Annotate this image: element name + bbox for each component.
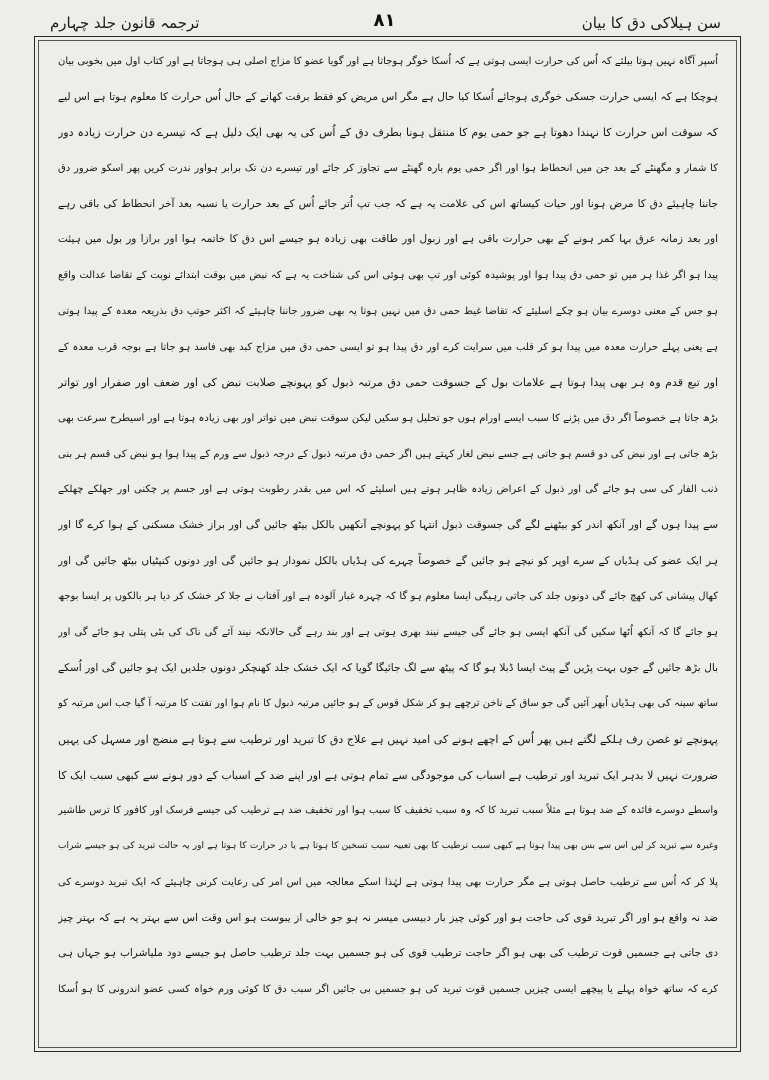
text-line: بال بڑھ جائیں گے جوں بہت پڑیں گے پیٹ ایسا ڈبلا ہو گا کہ پیٹھ سے لگ جائیگا گویا کہ ایک خشک جلد کھنچکر دونوں جلدیں ایک ہو جائیں گی اور اُسکے xyxy=(58,661,718,674)
text-line: کھال پیشانی کی کھچ جائے گی دونوں جلد کی جاتی رہیگی ایسا معلوم ہو گا کہ چہرہ غبار آلودہ ہے اور آفتاب نے جلا کر خشک کر دیا ہر بالکوں پر ایسا بوجھ xyxy=(58,591,718,603)
text-line: پیدا ہو اگر غذا ہر میں تو حمی دق پیدا ہوا اور پوشیدہ کوئی اور تپ بھی ہوئی اس کی شناخت یہ ہے کہ نبض میں بوقت ابتدائے نوبت کے تقاضا عدالت واقع xyxy=(58,270,718,282)
text-line: ہوچکا ہے کہ ایسی حرارت جسکی خوگری ہوجائے اُسکا کیا حال ہے مگر اس مریض کو فقط برفت کھانے کے حال اُس حرارت کا معلوم ہوتا ہے اس لیے xyxy=(58,90,718,103)
text-line: اور بعد زمانہ عرق بہا کمر ہونے کے بھی حرارت باقی ہے اور زبول اور طاقت بھی زیادہ ہو جیسے اس دق کا خاتمہ ہوا اور برازا ور بول میں ہیئت xyxy=(58,233,718,246)
text-line: ہر ایک عضو کی ہڈیاں کے سرے اوپر کو نیچے ہو جائیں گے خصوصاً چہرے کی ہڈیاں بالکل نمودار ہو جائیں گی اور دونوں کنپٹیاں بیٹھ جائیں گی اور xyxy=(58,554,718,567)
text-line: وغیرہ سے تبرید کر لیں اس سے بس بھی پیدا ہوتا ہے کبھی سبب ترطیب کا بھی تعبیہ سبب تسخین کا ہوتا ہے یا در حرارت کا ہوتا ہے اور یہ حالت تبرید کی ہو جیسے شراب xyxy=(58,841,718,852)
page-number: ۸۱ xyxy=(373,10,396,31)
running-head-right: سن ہیلاکی دق کا بیان xyxy=(581,14,721,32)
text-line: ذنب الفار کی سی ہو جائے گی اور ذبول کے اعراض زیادہ ظاہر ہوتے ہیں اسلیئے کہ اس میں بقدر رطوبت ہوتی ہے اور جسم پر چکنی اور جھلکے چھلکے xyxy=(58,484,718,496)
text-line: ضد نہ واقع ہو اور اگر تبرید قوی کی حاجت ہو اور کوئی چیز بار دبیسی میسر نہ ہو جو خالی از یبوست ہو اس وقت اس سے بہتر یہ ہے کہ بہتر چیز xyxy=(58,911,718,924)
text-line: ہو جائے گا کہ آنکھ اُٹھا سکیں گی آنکھ ایسی ہو جائے گی جیسے نیند بھری ہوتی ہے اور بند رہے گی حالانکہ نیند آئے گی ناک کی بٹی پتلی ہو جائے گی اور xyxy=(58,627,718,638)
text-line: بڑھ جاتا ہے خصوصاً اگر دق میں پڑنے کا سبب ایسے اورام ہوں جو تحلیل ہو سکیں لیکن سوقت نبض میں تواتر اور بھی زیادہ ہوتا ہے اور اسیطرح سرعت بھی xyxy=(58,412,718,424)
text-line: ساتھ سینہ کی بھی ہڈیاں اُبھر آئیں گی جو ساق کے ناخن ترچھے ہو کر شکل قوس کے ہو جائیں مرتبہ ذبول کا نام ہوا اور تفتت کا مرتبہ آ گیا جب اس مرتبہ کو xyxy=(58,698,718,710)
text-line: سے پیدا ہوں گے اور آنکھ اندر کو بیٹھنے لگے گی جسوقت ذبول انتہا کو پہونچے آنکھیں بالکل بیٹھ جائیں گی اور براز خشک مسکنی کے ہوا کرے گا اور xyxy=(58,518,718,531)
text-line: ہو جس کے معنی دوسرے بیان ہو چکے اسلیئے کہ تقاضا غیط حمی دق میں نہیں ہوتا یہ بھی ضرور جاننا چاہیئے کہ اکثر حوتپ دق بذریعہ معدہ کے پیدا ہوتی xyxy=(58,305,718,317)
body-text xyxy=(58,44,718,1008)
text-line: کا شمار و مگھنٹے کے بعد جن میں انحطاط ہوا اور اگر حمی یوم بارہ گھنٹے سے تجاوز کر جائے اور تیسرے دن تک برابر ہواور ندرت کریں پھر اسکو ضرور دق xyxy=(58,163,718,175)
text-line: پلا کر کہ اُس سے ترطیب حاصل ہوتی ہے مگر حرارت بھی پیدا ہوتی ہے لہٰذا اسکے معالجہ میں اس امر کی رعایت کرنی چاہیئے کہ ایک تبرید دوسرے کی xyxy=(58,876,718,888)
text-line: کہ سوقت اس حرارت کا نہندا دھوتا ہے جو حمی یوم کا منتقل ہونا بطرف دق کے اُس کی یہ بھی ایک دلیل ہے کہ تیسرے دن حرارت زیادہ دور xyxy=(58,126,718,140)
text-line: ضرورت نہیں لا بدہر ایک تبرید اور ترطیب ہے اسباب کی موجودگی سے تمام ہوتی ہے اور اپنے ضد کے اسباب کے دور ہونے سے کبھی سبب ایک کا xyxy=(58,768,718,782)
text-line: اُسپر آگاہ نہیں ہوتا بیلئے کہ اُس کی حرارت ایسی ہوتی ہے کہ اُسکا خوگر ہوجاتا ہے اور گویا عضو کا مزاج اصلی ہی ہوجاتا ہے اور کتاب اول میں بخوبی بیان xyxy=(58,56,718,67)
text-line: بڑھ جاتی ہے اور نبض کی دو قسم ہو جاتی ہے جسے نبض لغار کہتے ہیں اگر حمی دق مرتبہ ذبول کے درجہ ذبول سے ورم کے پیدا ہوا ہو نبض کی قسم ہر بنی xyxy=(58,448,718,460)
text-line: ہے یعنی پہلے حرارت معدہ میں پیدا ہو کر قلب میں سرایت کرے اور دق پیدا ہو تو ایسی حمی دق میں مزاج کبد بھی فاسد ہو جاتا ہے بوجہ قرب معدہ کے xyxy=(58,341,718,353)
text-line: دی جاتی ہے جسمیں قوت ترطیب کی بھی ہو اگر حاجت ترطیب قوی کی ہو جسمیں بہت جلد ترطیب حاصل ہو جیسے دود ملیاشراب ہو جہاں ہی xyxy=(58,947,718,960)
text-line: پہونچے تو غصن رف ہلکے لگتے ہیں پھر اُس کے اچھے ہونے کی امید نہیں ہے علاج دق کا تبرید اور ترطیب سے ہوتا ہے منضج اور مسہل کی یہیں xyxy=(58,733,718,747)
running-head-left: ترجمہ قانون جلد چہارم xyxy=(50,14,200,32)
text-line: جاننا چاہیئے دق کا مرض ہونا اور حیات کیساتھ اس کی علامت یہ ہے کہ جب تپ اُتر جائے اُس کے بعد حرارت یا نسبہ بعد آخر انحطاط کی باقی رہے xyxy=(58,197,718,210)
text-line: واسطے دوسرے فائدہ کے ضد ہوتا ہے مثلاً سبب تبرید کا کہ وہ سبب تخفیف کا سبب ہوا اور تخفیف ضد ہے ترطیب کی جیسے فرسک اور کافور کا ترس طاشیر xyxy=(58,805,718,817)
text-line: کرے کہ ساتھ خواہ پہلے یا پیچھے ایسی چیزیں جسمیں قوت تبرید کی ہو جسمیں بی جائیں اگر سبب دق کا کوئی ورم خواہ کسی عضو اندرونی کا ہو اُسکا xyxy=(58,983,718,995)
text-line: اور تبع قدم وہ ہر بھی پیدا ہوتا ہے علامات بول کے جسوقت حمی دق مرتبہ ذبول کو پہونچے صلابت نبض کی اور ضعف اور صفرار اور تواتر xyxy=(58,376,718,390)
